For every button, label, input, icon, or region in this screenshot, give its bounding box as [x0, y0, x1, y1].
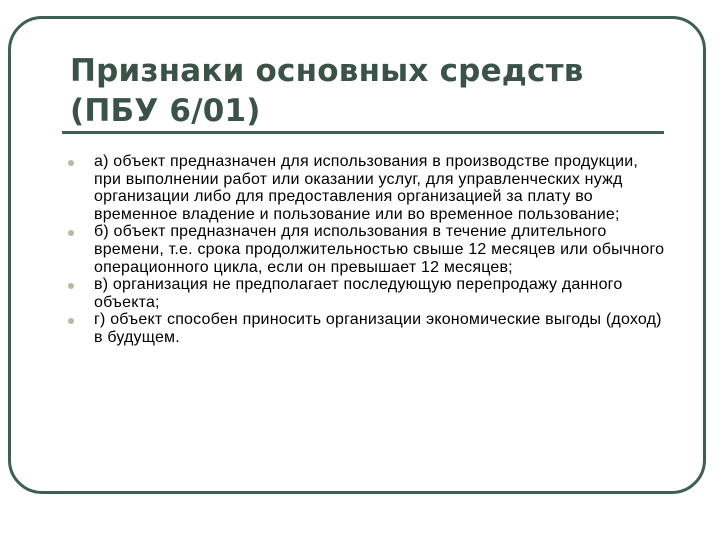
bullet-icon	[68, 318, 74, 324]
list-item	[66, 223, 666, 276]
list-item-text: в) организация не предполагает последующую перепродажу данного объекта;	[94, 276, 623, 311]
title-divider	[62, 131, 664, 134]
list-item	[66, 276, 666, 311]
slide-title: Признаки основных средств (ПБУ 6/01)	[70, 53, 584, 129]
criteria-list	[66, 153, 666, 347]
list-item	[66, 311, 666, 346]
bullet-icon	[68, 283, 74, 289]
list-item-text: б) объект предназначен для использования в течение длительного времени, т.е. срока продолжительностью свыше 12 месяцев или обычного операционного цикла, если он превышает 12 месяцев;	[94, 223, 665, 276]
list-item	[66, 153, 666, 223]
bullet-icon	[68, 230, 74, 236]
bullet-icon	[68, 160, 74, 166]
list-item-text: а) объект предназначен для использования в производстве продукции, при выполнении работ или оказании услуг, для управленческих нужд организации либо для предоставления организацией за плату во временное владение и пользование или во временное пользование;	[94, 153, 639, 223]
list-item-text: г) объект способен приносить организации экономические выгоды (доход) в будущем.	[94, 311, 662, 346]
